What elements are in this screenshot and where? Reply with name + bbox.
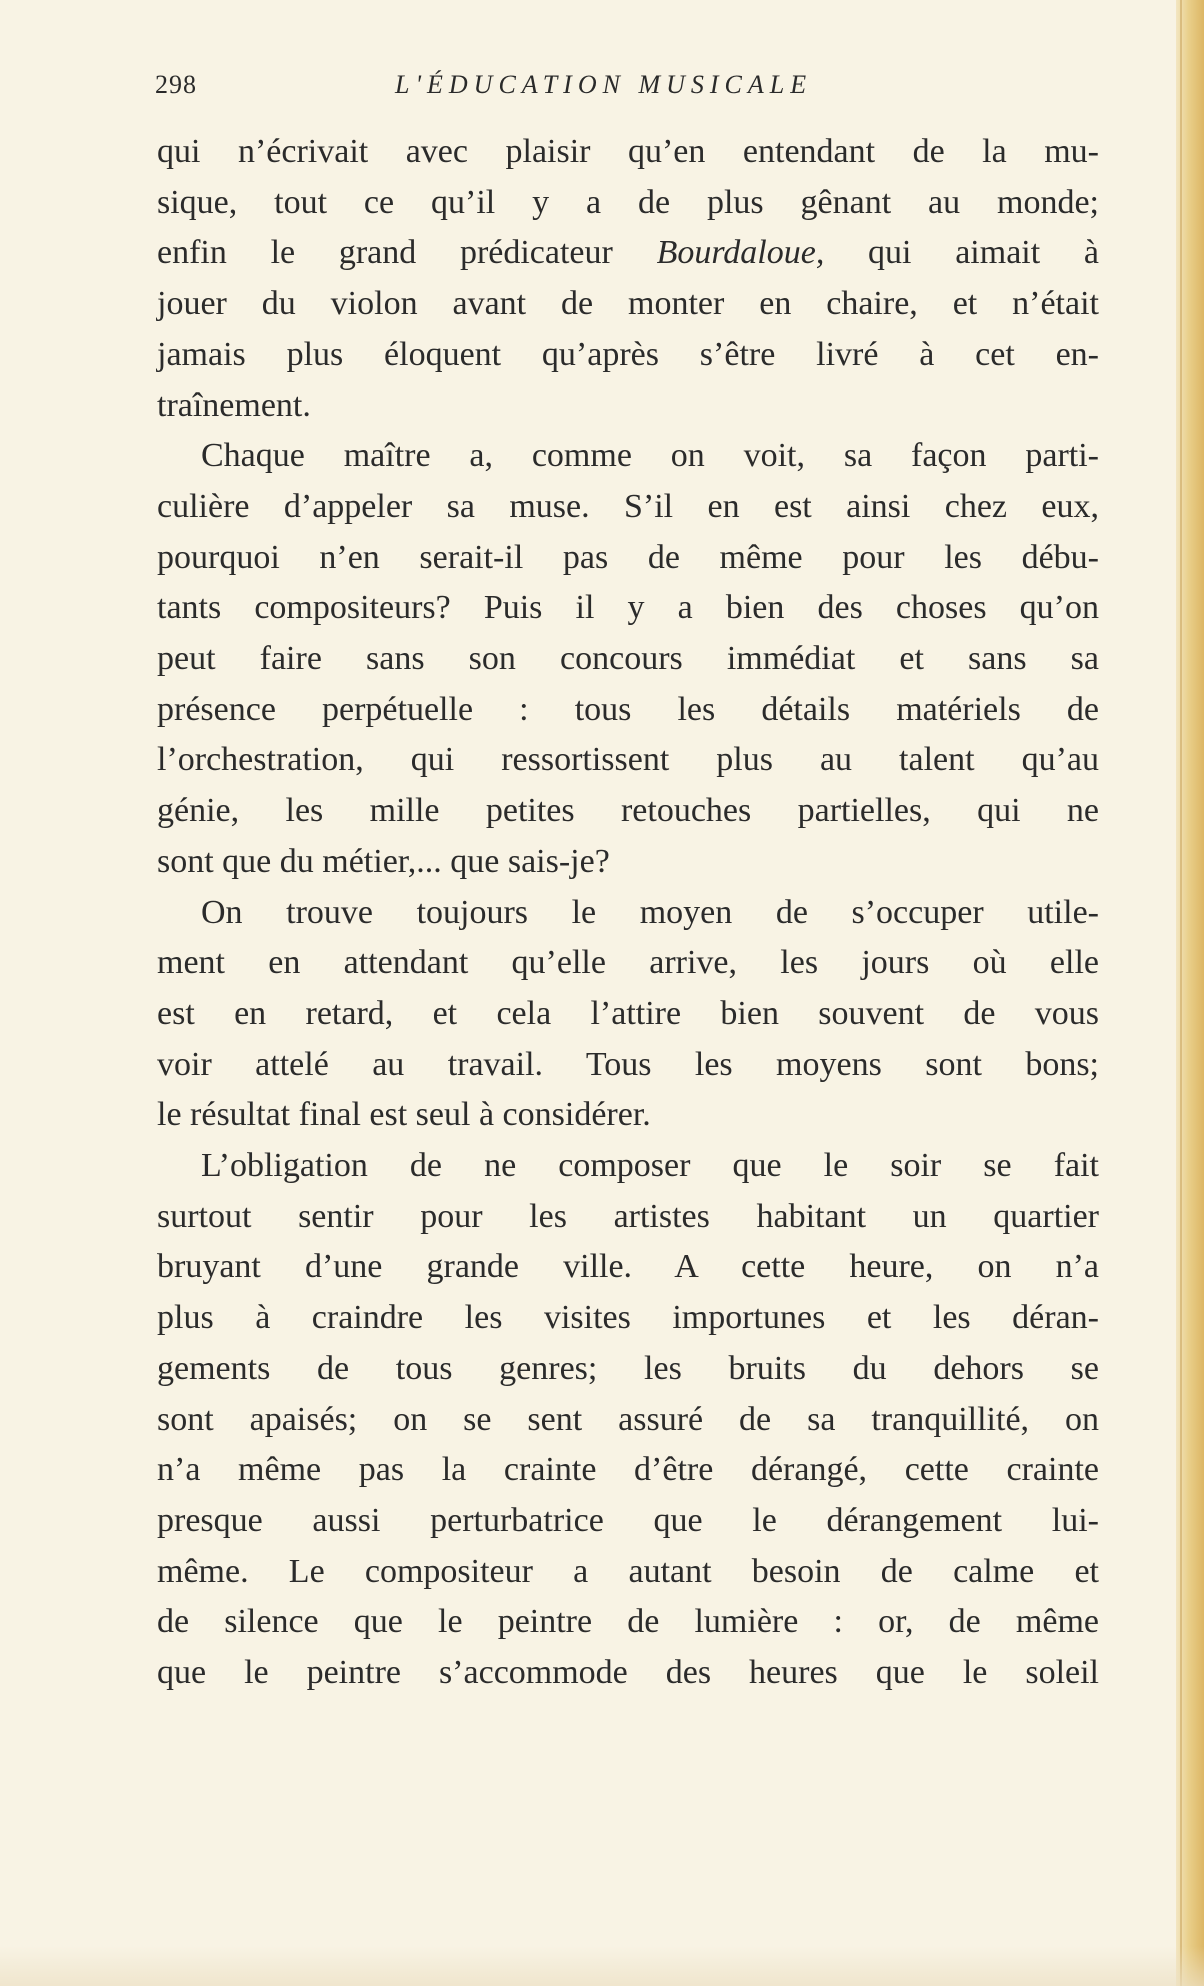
text-line: pourquoi n’en serait-il pas de même pour les débu- [157, 538, 1099, 576]
text-line: bruyant d’une grande ville. A cette heure, on n’a [157, 1248, 1099, 1286]
text-line: voir attelé au travail. Tous les moyens sont bons; [157, 1045, 1099, 1083]
text-run: enfin le grand prédicateur [157, 234, 657, 272]
text-line: génie, les mille petites retouches partielles, qui ne [157, 792, 1099, 830]
text-line: jamais plus éloquent qu’après s’être livré à cet en- [157, 335, 1099, 373]
text-line: L’obligation de ne composer que le soir se fait [201, 1147, 1099, 1185]
text-line: le résultat final est seul à considérer. [157, 1096, 651, 1134]
text-line: présence perpétuelle : tous les détails matériels de [157, 690, 1099, 728]
text-line: est en retard, et cela l’attire bien souvent de vous [157, 994, 1099, 1032]
page-number: 298 [155, 70, 197, 99]
text-line: sont que du métier,... que sais-je? [157, 842, 610, 880]
text-line: l’orchestration, qui ressortissent plus au talent qu’au [157, 741, 1099, 779]
text-line [157, 228, 1099, 279]
text-line: peut faire sans son concours immédiat et sans sa [157, 640, 1099, 678]
paragraph [157, 127, 1099, 431]
text-line: sont apaisés; on se sent assuré de sa tranquillité, on [157, 1400, 1099, 1438]
text-line: n’a même pas la crainte d’être dérangé, cette crainte [157, 1451, 1099, 1489]
text-line: traînement. [157, 386, 311, 424]
text-line: de silence que le peintre de lumière : or, de même [157, 1603, 1099, 1641]
text-line: qui n’écrivait avec plaisir qu’en entendant de la mu- [157, 133, 1099, 170]
text-line: On trouve toujours le moyen de s’occuper utile- [201, 893, 1099, 931]
text-line: tants compositeurs? Puis il y a bien des choses qu’on [157, 589, 1099, 627]
text-line: même. Le compositeur a autant besoin de calme et [157, 1552, 1099, 1590]
paragraph [157, 888, 1099, 1142]
page-header [155, 70, 1099, 114]
running-head: L'ÉDUCATION MUSICALE [395, 70, 813, 99]
text-line: culière d’appeler sa muse. S’il en est ainsi chez eux, [157, 487, 1099, 525]
body-text [157, 127, 1099, 1699]
text-line: ment en attendant qu’elle arrive, les jours où elle [157, 944, 1099, 982]
page-edge-line [1180, 0, 1182, 1986]
text-line: gements de tous genres; les bruits du dehors se [157, 1349, 1099, 1387]
paragraph [157, 431, 1099, 887]
text-line: que le peintre s’accommode des heures que le soleil [157, 1654, 1099, 1692]
paragraph [157, 1141, 1099, 1699]
text-line: sique, tout ce qu’il y a de plus gênant au monde; [157, 183, 1099, 221]
text-line: surtout sentir pour les artistes habitant un quartier [157, 1197, 1099, 1235]
text-run: qui aimait à [824, 234, 1099, 272]
bottom-shade [0, 1946, 1204, 1986]
text-line: Chaque maître a, comme on voit, sa façon parti- [201, 437, 1099, 475]
text-line: jouer du violon avant de monter en chaire, et n’était [157, 285, 1099, 323]
text-line: plus à craindre les visites importunes et les déran- [157, 1299, 1099, 1337]
text-line: presque aussi perturbatrice que le dérangement lui- [157, 1501, 1099, 1539]
italic-name: Bourdaloue, [656, 234, 825, 272]
